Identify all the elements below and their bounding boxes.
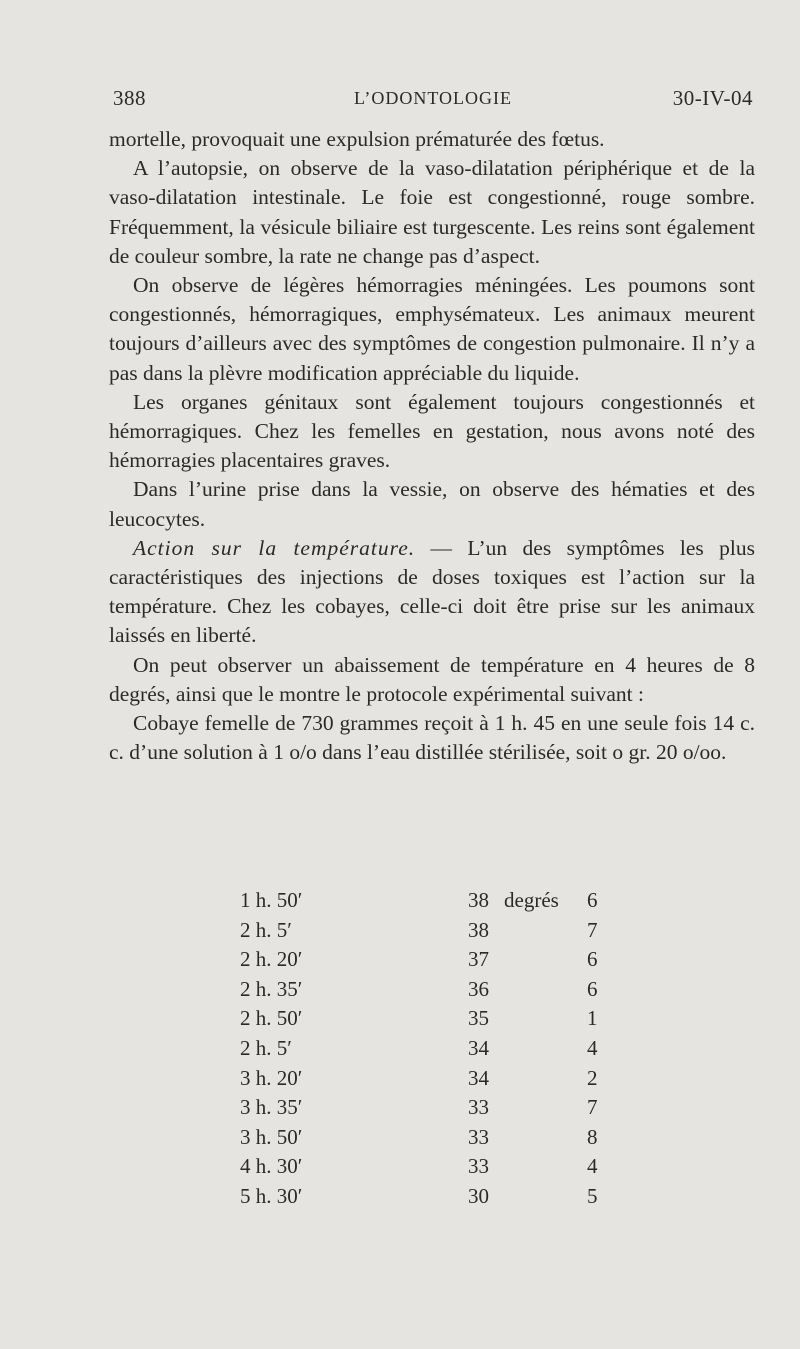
table-row — [240, 977, 610, 1007]
degrees-cell: 33 — [468, 1095, 489, 1120]
paragraph: On observe de légères hémorragies méningées. Les poumons sont congestionnés, hémorragiques, emphysémateux. Les animaux meurent toujours d’ailleurs avec des symptômes de congestion pulmonaire. Il n’y a pas dans la plèvre modification appréciable du liquide. — [109, 273, 755, 385]
paragraph: Cobaye femelle de 730 grammes reçoit à 1 h. 45 en une seule fois 14 c. c. d’une solution à 1 o/o dans l’eau distillée stérilisée, soit o gr. 20 o/oo. — [109, 711, 755, 765]
degrees-cell: 36 — [468, 976, 489, 1001]
decimal-cell: 4 — [587, 1154, 598, 1179]
table-row — [240, 1095, 610, 1125]
decimal-cell: 5 — [587, 1183, 598, 1208]
section-heading: Action sur la température. — [133, 535, 416, 560]
paragraph: Dans l’urine prise dans la vessie, on observe des hématies et des leucocytes. — [109, 477, 755, 531]
section-text: — L’un des symptômes les plus caractéristiques des injections de doses toxiques est l’action sur la température. Chez les cobayes, celle-ci doit être prise sur les animaux laissés en liberté. — [109, 535, 755, 648]
degrees-cell: 30 — [468, 1183, 489, 1208]
decimal-cell: 6 — [587, 888, 598, 912]
table-row — [240, 1154, 610, 1184]
decimal-cell: 1 — [587, 1006, 598, 1031]
temperature-table — [240, 888, 610, 1214]
decimal-cell: 7 — [587, 1095, 598, 1120]
time-cell: 2 h. 35′ — [240, 976, 303, 1001]
unit-cell: degrés — [504, 888, 559, 912]
time-cell: 4 h. 30′ — [240, 1154, 303, 1179]
table-row — [240, 1006, 610, 1036]
decimal-cell: 2 — [587, 1065, 598, 1090]
degrees-cell: 33 — [468, 1154, 489, 1179]
time-cell: 3 h. 50′ — [240, 1124, 303, 1149]
decimal-cell: 6 — [587, 947, 598, 972]
decimal-cell: 8 — [587, 1124, 598, 1149]
degrees-cell: 33 — [468, 1124, 489, 1149]
paragraph: mortelle, provoquait une expulsion prématurée des fœtus. — [109, 127, 605, 151]
table-row — [240, 1066, 610, 1096]
degrees-cell: 34 — [468, 1035, 489, 1060]
time-cell: 3 h. 20′ — [240, 1065, 303, 1090]
decimal-cell: 6 — [587, 976, 598, 1001]
table-row — [240, 1125, 610, 1155]
table-row — [240, 1184, 610, 1214]
page-number: 388 — [113, 86, 146, 110]
time-cell: 3 h. 35′ — [240, 1095, 303, 1120]
paragraph: On peut observer un abaissement de température en 4 heures de 8 degrés, ainsi que le montre le protocole expérimental suivant : — [109, 652, 755, 706]
journal-title: L’ODONTOLOGIE — [354, 88, 512, 108]
paragraph-action — [109, 534, 755, 651]
degrees-cell: 38 — [468, 888, 489, 912]
paragraph: A l’autopsie, on observe de la vaso-dilatation périphérique et de la vaso-dilatation intestinale. Le foie est congestionné, rouge sombre. Fréquemment, la vésicule biliaire est turgescente. Les reins sont également de couleur sombre, la rate ne change pas d’aspect. — [109, 156, 755, 268]
paragraph: Les organes génitaux sont également toujours congestionnés et hémorragiques. Chez les femelles en gestation, nous avons noté des hémorragies placentaires graves. — [109, 389, 755, 473]
time-cell: 2 h. 50′ — [240, 1006, 303, 1031]
table-row — [240, 1036, 610, 1066]
decimal-cell: 7 — [587, 917, 598, 942]
time-cell: 2 h. 20′ — [240, 947, 303, 972]
degrees-cell: 35 — [468, 1006, 489, 1031]
running-header — [113, 86, 753, 116]
table-row — [240, 918, 610, 948]
body-text — [109, 125, 755, 767]
issue-date: 30-IV-04 — [672, 86, 753, 110]
decimal-cell: 4 — [587, 1035, 598, 1060]
time-cell: 2 h. 5′ — [240, 917, 292, 942]
degrees-cell: 38 — [468, 917, 489, 942]
time-cell: 2 h. 5′ — [240, 1035, 292, 1060]
table-row — [240, 888, 610, 918]
time-cell: 5 h. 30′ — [240, 1183, 303, 1208]
time-cell: 1 h. 50′ — [240, 888, 303, 912]
table-row — [240, 947, 610, 977]
degrees-cell: 34 — [468, 1065, 489, 1090]
degrees-cell: 37 — [468, 947, 489, 972]
